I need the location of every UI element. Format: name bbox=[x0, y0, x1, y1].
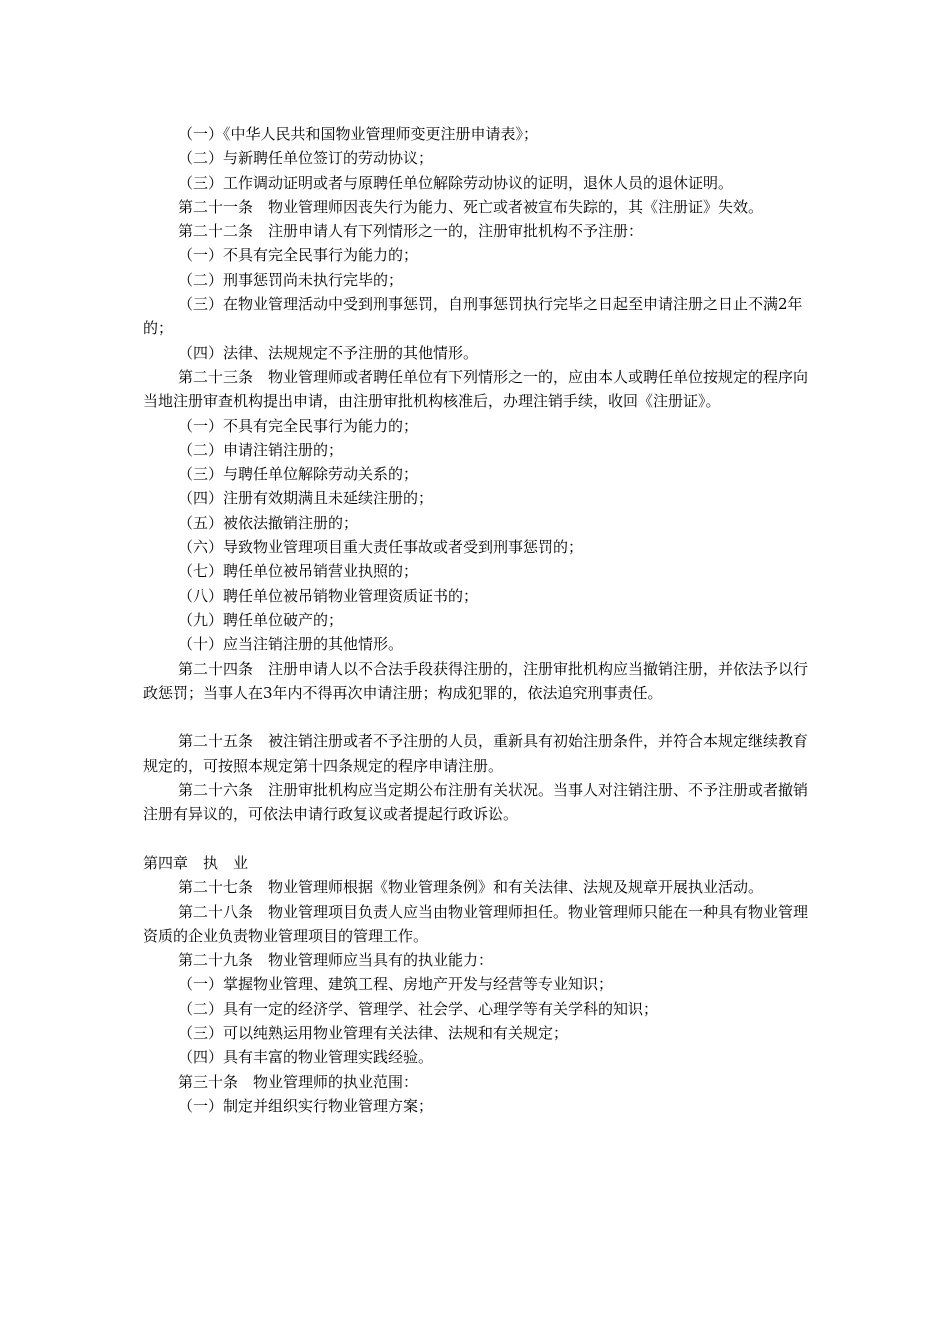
paragraph: 第二十八条 物业管理项目负责人应当由物业管理师担任。物业管理师只能在一种具有物业管理资质的企业负责物业管理项目的管理工作。 bbox=[143, 902, 809, 945]
paragraph: （三）在物业管理活动中受到刑事惩罚，自刑事惩罚执行完毕之日起至申请注册之日止不满2年的； bbox=[143, 295, 803, 338]
paragraph: 第二十三条 物业管理师或者聘任单位有下列情形之一的，应由本人或聘任单位按规定的程序向当地注册审查机构提出申请，由注册审批机构核准后，办理注销手续，收回《注册证》。 bbox=[143, 367, 809, 411]
chapter-heading: 第四章 执 业 bbox=[143, 853, 249, 872]
paragraph: 第二十七条 物业管理师根据《物业管理条例》和有关法律、法规及规章开展执业活动。 bbox=[178, 878, 764, 897]
paragraph: （一）制定并组织实行物业管理方案； bbox=[178, 1096, 434, 1115]
blank-line bbox=[143, 827, 819, 851]
paragraph: （二）申请注销注册的； bbox=[178, 440, 344, 459]
paragraph: （三）工作调动证明或者与原聘任单位解除劳动协议的证明，退休人员的退休证明。 bbox=[178, 173, 734, 192]
paragraph: 第二十五条 被注销注册或者不予注册的人员，重新具有初始注册条件，并符合本规定继续教育规定的，可按照本规定第十四条规定的程序申请注册。 bbox=[143, 732, 809, 775]
paragraph: （八）聘任单位被吊销物业管理资质证书的； bbox=[178, 586, 479, 605]
paragraph: （二）刑事惩罚尚未执行完毕的； bbox=[178, 270, 404, 289]
paragraph: （三）与聘任单位解除劳动关系的； bbox=[178, 465, 419, 484]
paragraph: （二）具有一定的经济学、管理学、社会学、心理学等有关学科的知识； bbox=[178, 999, 659, 1018]
paragraph: （一）《中华人民共和国物业管理师变更注册申请表》； bbox=[178, 125, 539, 143]
paragraph: 第二十九条 物业管理师应当具有的执业能力： bbox=[178, 951, 494, 970]
paragraph: （二）与新聘任单位签订的劳动协议； bbox=[178, 149, 434, 168]
paragraph: （五）被依法撤销注册的； bbox=[178, 513, 359, 532]
paragraph: （十）应当注销注册的其他情形。 bbox=[178, 635, 404, 654]
paragraph: 第二十一条 物业管理师因丧失行为能力、死亡或者被宣布失踪的，其《注册证》失效。 bbox=[178, 197, 764, 216]
paragraph: （七）聘任单位被吊销营业执照的； bbox=[178, 562, 419, 581]
paragraph: （一）掌握物业管理、建筑工程、房地产开发与经营等专业知识； bbox=[178, 975, 614, 994]
paragraph: （四）法律、法规规定不予注册的其他情形。 bbox=[178, 343, 479, 362]
paragraph: （一）不具有完全民事行为能力的； bbox=[178, 416, 419, 435]
paragraph: 第二十二条 注册申请人有下列情形之一的，注册审批机构不予注册： bbox=[178, 222, 644, 241]
paragraph: （一）不具有完全民事行为能力的； bbox=[178, 246, 419, 265]
document-body bbox=[143, 122, 819, 1118]
paragraph: 第三十条 物业管理师的执业范围： bbox=[178, 1072, 419, 1091]
paragraph: （三）可以纯熟运用物业管理有关法律、法规和有关规定； bbox=[178, 1023, 569, 1042]
paragraph: （九）聘任单位破产的； bbox=[178, 610, 344, 629]
paragraph: 第二十四条 注册申请人以不合法手段获得注册的，注册审批机构应当撤销注册，并依法予以行政惩罚；当事人在3年内不得再次申请注册；构成犯罪的，依法追究刑事责任。 bbox=[143, 659, 809, 702]
paragraph: （四）注册有效期满且未延续注册的； bbox=[178, 489, 434, 508]
blank-line bbox=[143, 705, 819, 729]
paragraph: 第二十六条 注册审批机构应当定期公布注册有关状况。当事人对注销注册、不予注册或者撤销注册有异议的，可依法申请行政复议或者提起行政诉讼。 bbox=[143, 781, 809, 824]
paragraph: （四）具有丰富的物业管理实践经验。 bbox=[178, 1048, 434, 1067]
paragraph: （六）导致物业管理项目重大责任事故或者受到刑事惩罚的； bbox=[178, 538, 584, 557]
